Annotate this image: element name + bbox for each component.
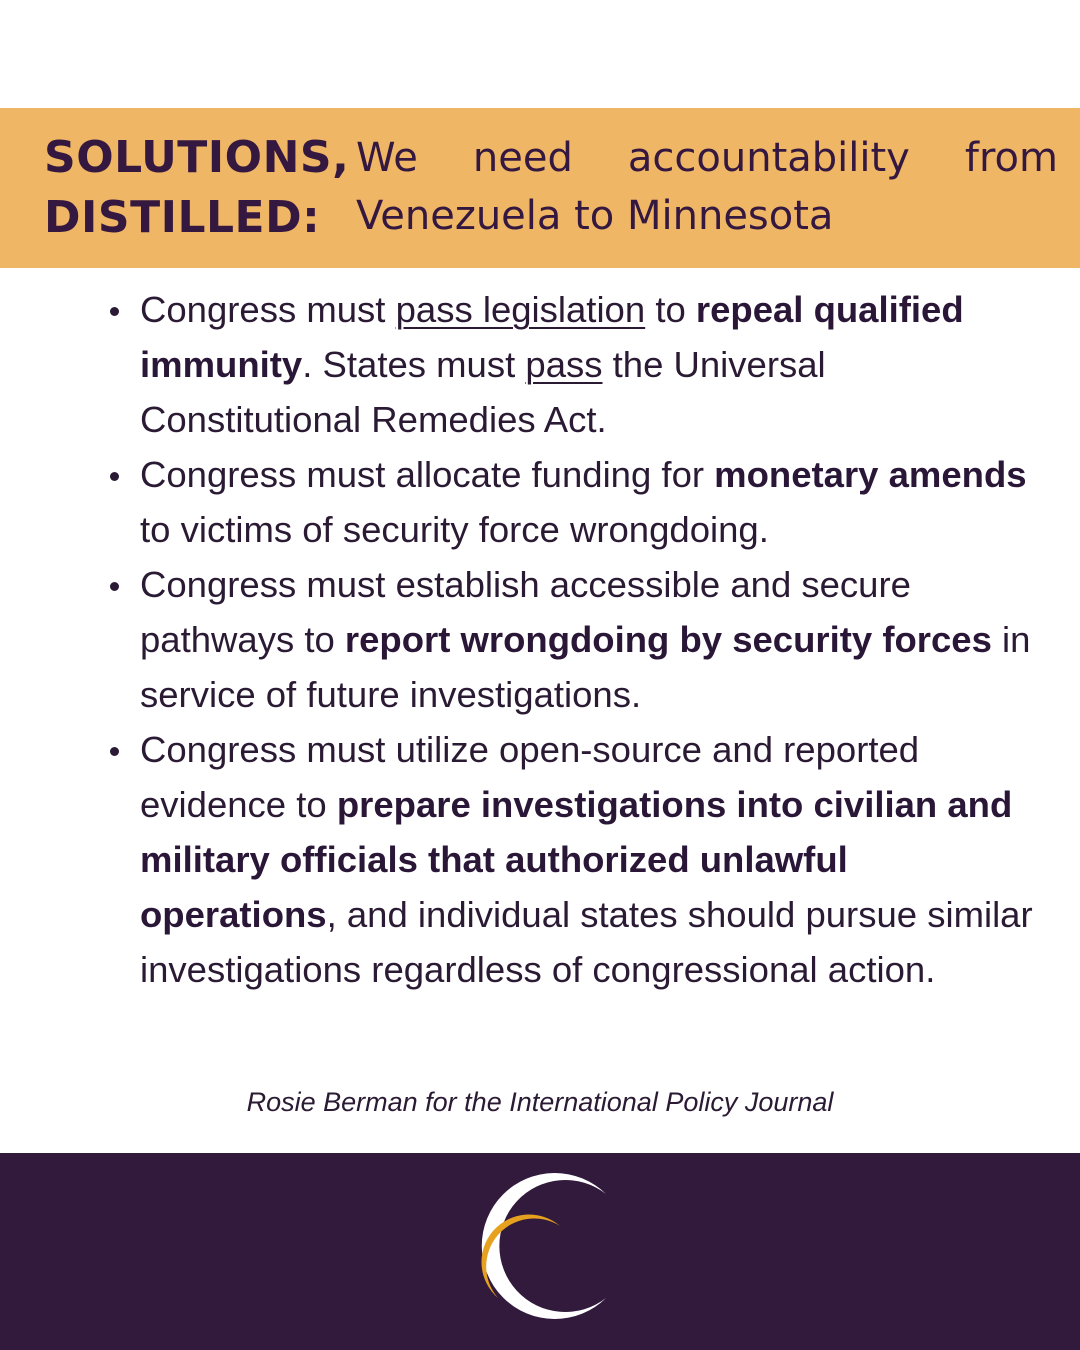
item-text: in service of future investigations. <box>140 619 1031 715</box>
item-text: Congress must allocate funding for <box>140 454 715 495</box>
solution-item <box>140 722 1040 997</box>
item-text: . States must <box>302 344 526 385</box>
subtitle-word: from <box>964 135 1058 181</box>
subtitle-word: need <box>472 135 573 181</box>
solution-item <box>140 282 1040 447</box>
solutions-list <box>140 282 1040 997</box>
solution-item <box>140 557 1040 722</box>
underlined-text: pass legislation <box>395 289 646 330</box>
banner-subtitle-line1 <box>356 129 1058 187</box>
banner-label-line2: DISTILLED: <box>44 192 321 243</box>
item-text: Congress must establish accessible and secure pathways to <box>140 564 911 660</box>
solution-item <box>140 447 1040 557</box>
emphasis-text: repeal qualified immunity <box>140 289 964 385</box>
emphasis-text: report wrongdoing by security forces <box>344 619 992 660</box>
byline: Rosie Berman for the International Policy Journal <box>246 1087 834 1117</box>
banner-label-line1: SOLUTIONS, <box>44 132 350 183</box>
underlined-text: pass <box>525 344 603 385</box>
item-text: Congress must utilize open-source and reported evidence to <box>140 729 920 825</box>
item-text: the Universal Constitutional Remedies Act. <box>140 344 826 440</box>
emphasis-text: monetary amends <box>714 454 1027 495</box>
subtitle-word: accountability <box>627 135 910 181</box>
subtitle-word: We <box>356 135 418 181</box>
banner-subtitle <box>356 129 1058 245</box>
emphasis-text: prepare investigations into civilian and military officials that authorized unlawful operations <box>140 784 1013 935</box>
banner-subtitle-line2: Venezuela to Minnesota <box>356 193 834 239</box>
item-text: Congress must <box>140 289 396 330</box>
item-text: to <box>645 289 696 330</box>
crescent-arcs-logo-icon <box>466 1172 616 1330</box>
banner-label <box>44 128 349 248</box>
item-text: , and individual states should pursue similar investigations regardless of congressional action. <box>140 894 1033 990</box>
item-text: to victims of security force wrongdoing. <box>140 509 769 550</box>
